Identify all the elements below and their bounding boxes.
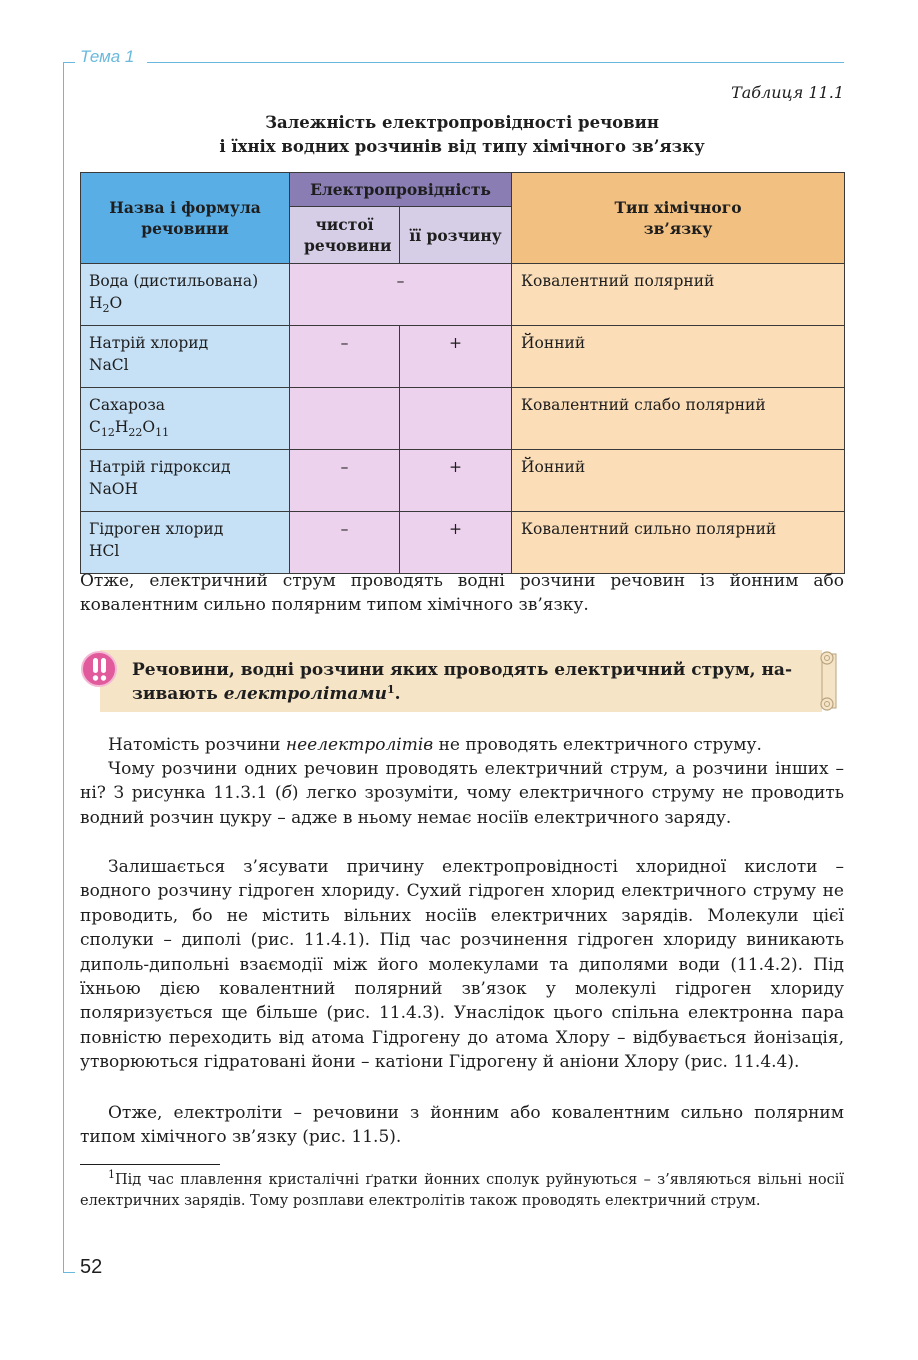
substance-formula: $H_2O$	[89, 294, 123, 315]
substance-cell	[81, 388, 290, 450]
header-conductivity: Електропровідність	[290, 173, 512, 207]
substance-name: Гідроген хлорид	[89, 520, 224, 538]
paragraph-electrolytes: Отже, електроліти – речовини з йонним або ковалентним сильно полярним типом хімічного зв’язку (рис. 11.5).	[80, 1103, 844, 1148]
substance-name: Натрій хлорид	[89, 334, 209, 352]
footnote-rule	[80, 1164, 220, 1165]
table-title-line2: і їхніх водних розчинів від типу хімічного зв’язку	[219, 137, 705, 156]
page-number: 52	[80, 1256, 103, 1278]
substance-formula: HCl	[89, 542, 120, 560]
conductivity-solution: +	[400, 450, 512, 512]
conductivity-solution	[400, 388, 512, 450]
conductivity-table	[80, 172, 845, 574]
bond-type: Ковалентний сильно полярний	[512, 512, 845, 574]
conductivity-pure: –	[290, 326, 400, 388]
conductivity-pure	[290, 388, 400, 450]
definition-text: Речовини, водні розчини яких проводять електричний струм, називають електролітами$^1$.	[132, 660, 793, 704]
header-bond-type: Тип хімічного зв’язку	[512, 173, 845, 264]
header-rule-right	[147, 62, 844, 63]
table-row	[81, 264, 845, 326]
table-row	[81, 450, 845, 512]
conductivity-solution: +	[400, 512, 512, 574]
substance-cell	[81, 264, 290, 326]
substance-formula: NaOH	[89, 480, 139, 498]
scroll-icon	[818, 648, 842, 714]
bond-type: Ковалентний слабо полярний	[512, 388, 845, 450]
footer-rule	[63, 1272, 75, 1273]
paragraph-nonelectrolytes: Натомість розчини неелектролітів не проводять електричного струму.	[108, 735, 762, 755]
table-reference: Таблиця 11.1	[731, 83, 844, 102]
substance-formula: $C_{12}H_{22}O_{11}$	[89, 418, 170, 439]
bond-type: Ковалентний полярний	[512, 264, 845, 326]
footnote: $^1$Під час плавлення кристалічні ґратки йонних сполук руйнуються – з’являються вільні носії електричних зарядів. Тому розплави електролітів також проводять електричний струм.	[80, 1168, 844, 1209]
substance-formula: NaCl	[89, 356, 129, 374]
bond-type: Йонний	[512, 450, 845, 512]
substance-cell	[81, 326, 290, 388]
substance-name: Натрій гідроксид	[89, 458, 231, 476]
substance-name: Сахароза	[89, 396, 166, 414]
paragraph-conclusion: Отже, електричний струм проводять водні розчини речовин із йонним або ковалентним сильно полярним типом хімічного зв’язку.	[80, 571, 844, 616]
conductivity-pure: –	[290, 512, 400, 574]
topic-label: Тема 1	[80, 47, 135, 66]
conductivity-merged: –	[290, 264, 512, 326]
header-name: Назва і формула речовини	[81, 173, 290, 264]
table-row	[81, 388, 845, 450]
paragraph-why: Чому розчини одних речовин проводять електричний струм, а розчини інших – ні? З рисунка 11.3.1 (б) легко зрозуміти, чому електричного струму не проводить водний розчин цукру – адже в ньому немає носіїв електричного заряду.	[80, 759, 844, 828]
table-row	[81, 326, 845, 388]
conductivity-solution: +	[400, 326, 512, 388]
bond-type: Йонний	[512, 326, 845, 388]
table-title-line1: Залежність електропровідності речовин	[265, 113, 659, 132]
substance-cell	[81, 512, 290, 574]
exclamation-icon	[80, 650, 118, 688]
paragraph-hcl: Залишається з’ясувати причину електропровідності хлоридної кислоти – водного розчину гідроген хлориду. Сухий гідроген хлорид електричного струму не проводить, бо не містить вільних носіїв електричних зарядів. Молекули цієї сполуки – диполі (рис. 11.4.1). Під час розчинення гідроген хлориду виникають диполь-дипольні взаємодії між його молекулами та диполями води (11.4.2). Під їхньою дією ковалентний полярний зв’язок у молекулі гідроген хлориду поляризується ще більше (рис. 11.4.3). Унаслідок цього спільна електронна пара повністю переходить від атома Гідрогену до атома Хлору – відбувається йонізація, утворюються гідратовані йони – катіони Гідрогену й аніони Хлору (рис. 11.4.4).	[80, 857, 844, 1073]
margin-line	[63, 62, 64, 1272]
substance-name: Вода (дистильована)	[89, 272, 259, 290]
table-title	[80, 111, 844, 159]
term-electrolytes: електролітами	[223, 684, 387, 704]
term-nonelectrolytes: неелектролітів	[285, 735, 434, 755]
table-row	[81, 512, 845, 574]
header-pure: чистої речовини	[290, 207, 400, 264]
substance-cell	[81, 450, 290, 512]
header-solution: її розчину	[400, 207, 512, 264]
conductivity-pure: –	[290, 450, 400, 512]
header-rule-left	[63, 62, 75, 63]
